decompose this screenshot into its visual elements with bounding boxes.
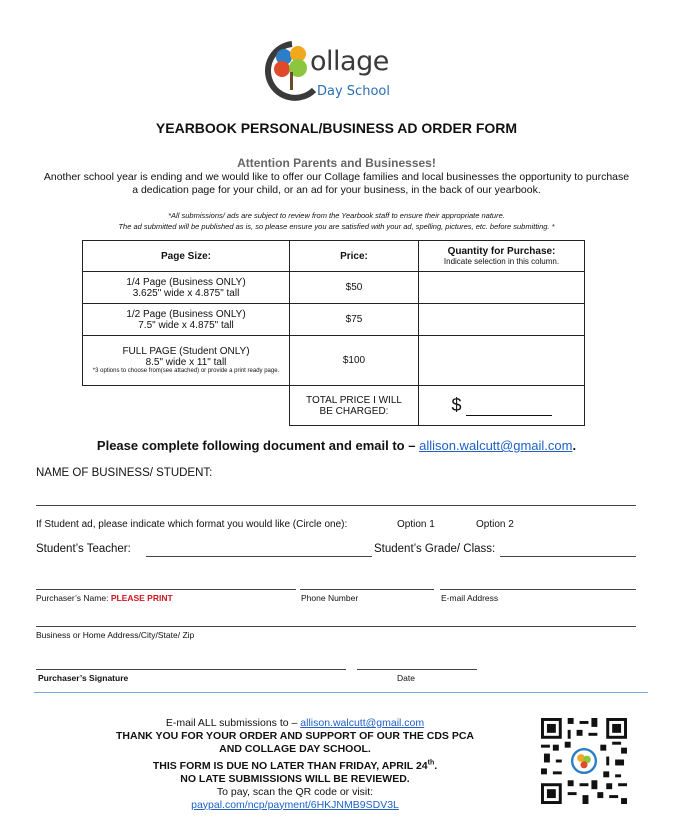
footer-text bbox=[40, 717, 550, 812]
size-note: *3 options to choose from(see attached) or provide a print ready page. bbox=[92, 368, 280, 374]
address-label: Business or Home Address/City/State/ Zip bbox=[36, 630, 195, 640]
logo-wordmark: ollage bbox=[310, 46, 389, 77]
footer-line-3: AND COLLAGE DAY SCHOOL. bbox=[219, 743, 371, 755]
footer-email-link[interactable]: allison.walcutt@gmail.com bbox=[300, 717, 425, 729]
option-1[interactable]: Option 1 bbox=[397, 519, 435, 530]
date-label: Date bbox=[397, 673, 415, 683]
please-print: PLEASE PRINT bbox=[110, 593, 173, 603]
footer-line-6: To pay, scan the QR code or visit: bbox=[216, 785, 374, 798]
header-page-size: Page Size: bbox=[83, 241, 290, 272]
size-dimensions: 7.5" wide x 4.875" tall bbox=[138, 319, 234, 331]
paypal-link[interactable]: paypal.com/ncp/payment/6HKJNMB9SDV3L bbox=[191, 798, 399, 811]
footer-email-prefix: E-mail ALL submissions to – bbox=[165, 717, 301, 729]
total-row bbox=[83, 386, 585, 426]
size-name: 1/4 Page (Business ONLY) bbox=[126, 276, 246, 288]
phone-field[interactable] bbox=[300, 589, 434, 590]
due-date-end: . bbox=[434, 759, 438, 772]
instruction-text: Please complete following document and email to – bbox=[96, 438, 420, 453]
table-row bbox=[83, 272, 585, 304]
quantity-cell[interactable] bbox=[419, 304, 585, 336]
address-field[interactable] bbox=[36, 626, 636, 627]
name-label: NAME OF BUSINESS/ STUDENT: bbox=[36, 467, 213, 479]
row-price: $50 bbox=[290, 272, 419, 304]
footer-line-1 bbox=[40, 717, 550, 730]
total-field[interactable] bbox=[419, 386, 585, 426]
table-row bbox=[83, 304, 585, 336]
header-quantity-sub: Indicate selection in this column. bbox=[443, 257, 560, 266]
header-quantity bbox=[419, 241, 585, 272]
quantity-cell[interactable] bbox=[419, 336, 585, 386]
row-page-size bbox=[83, 336, 290, 386]
row-price: $75 bbox=[290, 304, 419, 336]
attention-heading: Attention Parents and Businesses! bbox=[237, 156, 436, 170]
date-field[interactable] bbox=[357, 669, 477, 670]
table-header-row bbox=[83, 241, 585, 272]
email-instruction bbox=[0, 438, 673, 453]
qr-code-icon[interactable] bbox=[541, 718, 627, 804]
period: . bbox=[572, 438, 577, 453]
purchaser-name-label bbox=[36, 593, 173, 603]
dollar-sign: $ bbox=[451, 395, 462, 415]
format-question: If Student ad, please indicate which format you would like (Circle one): bbox=[36, 519, 348, 530]
email-label: E-mail Address bbox=[441, 593, 499, 603]
teacher-field[interactable] bbox=[146, 556, 372, 557]
option-2[interactable]: Option 2 bbox=[476, 519, 514, 530]
purchaser-name-field[interactable] bbox=[36, 589, 296, 590]
phone-label: Phone Number bbox=[301, 593, 359, 603]
header-quantity-label: Quantity for Purchase: bbox=[447, 246, 556, 257]
size-name: 1/2 Page (Business ONLY) bbox=[126, 308, 246, 320]
name-field[interactable] bbox=[36, 505, 636, 506]
review-notice bbox=[40, 210, 633, 232]
notice-line-2: The ad submitted will be published as is, so please ensure you are satisfied with your ad, spelling, pictures, etc. before submitting. * bbox=[118, 222, 555, 231]
total-blank[interactable] bbox=[466, 401, 552, 416]
teacher-label: Student’s Teacher: bbox=[36, 543, 131, 555]
size-name: FULL PAGE (Student ONLY) bbox=[122, 346, 250, 357]
signature-label: Purchaser’s Signature bbox=[38, 673, 129, 683]
size-dimensions: 8.5" wide x 11" tall bbox=[145, 357, 227, 368]
divider bbox=[34, 692, 648, 693]
row-page-size bbox=[83, 272, 290, 304]
quantity-cell[interactable] bbox=[419, 272, 585, 304]
footer-line-2: THANK YOU FOR YOUR ORDER AND SUPPORT OF OUR THE CDS PCA bbox=[116, 730, 474, 742]
table-row bbox=[83, 336, 585, 386]
purchaser-label-text: Purchaser’s Name: bbox=[36, 593, 109, 603]
notice-line-1: *All submissions/ ads are subject to review from the Yearbook staff to ensure their appropriate nature. bbox=[168, 211, 505, 220]
logo-subtitle: Day School bbox=[317, 84, 390, 99]
grade-field[interactable] bbox=[500, 556, 636, 557]
row-price: $100 bbox=[290, 336, 419, 386]
header-price: Price: bbox=[290, 241, 419, 272]
size-dimensions: 3.625" wide x 4.875" tall bbox=[132, 287, 240, 299]
row-page-size bbox=[83, 304, 290, 336]
footer-line-4 bbox=[153, 760, 437, 772]
signature-field[interactable] bbox=[36, 669, 346, 670]
email-link[interactable]: allison.walcutt@gmail.com bbox=[419, 438, 573, 453]
total-label: TOTAL PRICE I WILL BE CHARGED: bbox=[290, 386, 419, 426]
grade-label: Student’s Grade/ Class: bbox=[374, 543, 496, 555]
due-date-suffix: th bbox=[427, 759, 435, 766]
form-title: YEARBOOK PERSONAL/BUSINESS AD ORDER FORM bbox=[155, 120, 518, 136]
due-date-text: THIS FORM IS DUE NO LATER THAN FRIDAY, APRIL 24 bbox=[152, 759, 428, 772]
school-logo bbox=[262, 38, 412, 104]
footer-line-5: NO LATE SUBMISSIONS WILL BE REVIEWED. bbox=[180, 772, 410, 785]
ad-pricing-table bbox=[82, 240, 585, 426]
email-field[interactable] bbox=[440, 589, 636, 590]
intro-text: Another school year is ending and we would like to offer our Collage families and local businesses the opportunity to purchase a dedication page for your child, or an ad for your business, in the back of our yearbook. bbox=[43, 171, 630, 196]
